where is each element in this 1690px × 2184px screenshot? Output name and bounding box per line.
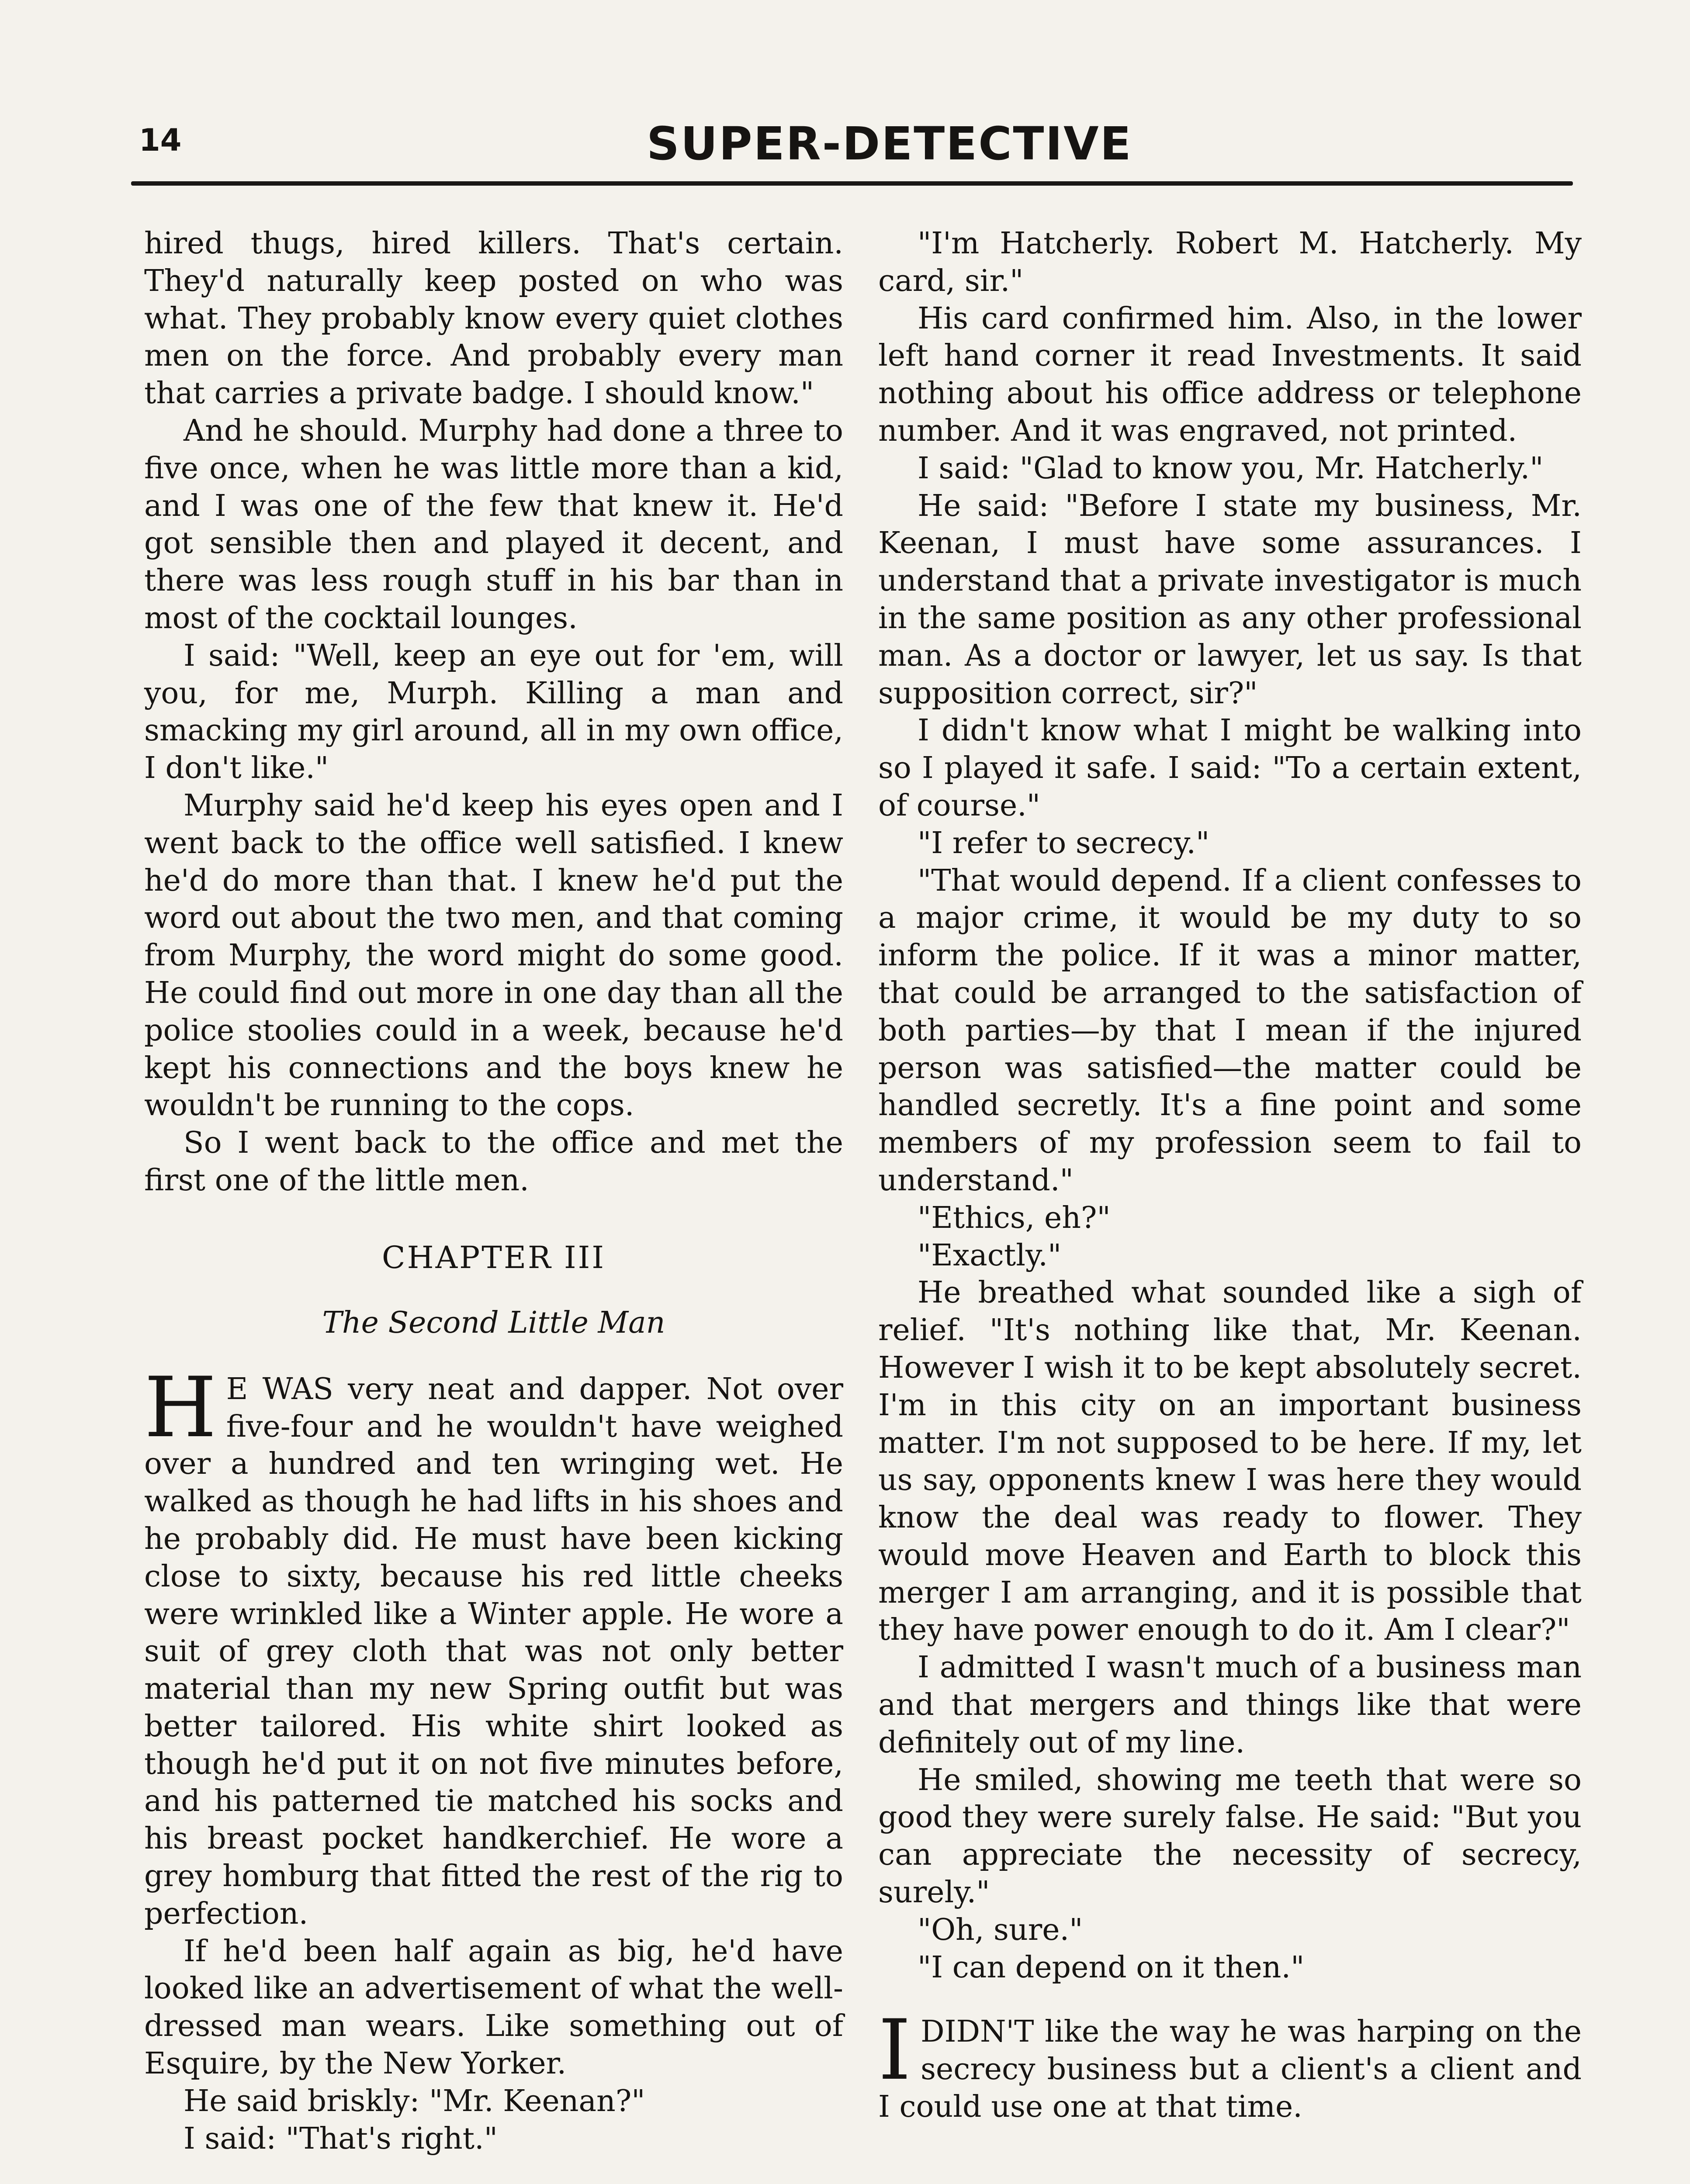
paragraph: He smiled, showing me teeth that were so good they were surely false. He said: "But you can appreciate the necessity of secrecy, surely." <box>878 1762 1582 1910</box>
chapter-subtitle: The Second Little Man <box>322 1305 665 1340</box>
paragraph: I said: "Glad to know you, Mr. Hatcherly." <box>918 451 1544 486</box>
paragraph: And he should. Murphy had done a three to five once, when he was little more than a kid, and I was one of the few that knew it. He'd got sensible then and played it decent, and there was less rough stuff in his bar than in most of the cocktail lounges. <box>144 413 843 636</box>
page-header <box>131 109 1573 183</box>
dropcap-paragraph-text: E WAS very neat and dapper. Not over five-four and he wouldn't have weighed over a hundred and ten wringing wet. He walked as though he had lifts in his shoes and he probably did. He must have been kicking close to sixty, because his red little cheeks were wrinkled like a Winter apple. He wore a suit of grey cloth that was not only better material than my new Spring outfit but was better tailored. His white shirt looked as though he'd put it on not five minutes before, and his patterned tie matched his socks and his breast pocket handkerchief. He wore a grey homburg that fitted the rest of the rig to perfection. <box>144 1372 843 1931</box>
paragraph: "I refer to secrecy." <box>918 826 1210 860</box>
paragraph: "Ethics, eh?" <box>918 1200 1111 1235</box>
paragraph: If he'd been half again as big, he'd have looked like an advertisement of what the well-dressed man wears. Like something out of Esquire, by the New Yorker. <box>144 1934 843 2081</box>
header-rule <box>131 181 1573 186</box>
section-break <box>878 1986 1582 2013</box>
drop-cap: I <box>878 2002 911 2099</box>
paragraph: He said: "Before I state my business, Mr. Keenan, I must have some assurances. I understand that a private investigator is much in the same position as any other professional man. As a doctor or lawyer, let us say. Is that supposition correct, sir?" <box>878 488 1582 711</box>
paragraph: hired thugs, hired killers. That's certain. They'd naturally keep posted on who was what. They probably know every quiet clothes men on the force. And probably every man that carries a private badge. I should know." <box>144 226 843 411</box>
magazine-title: SUPER-DETECTIVE <box>647 117 1132 170</box>
paragraph: "I'm Hatcherly. Robert M. Hatcherly. My card, sir." <box>878 226 1582 298</box>
paragraph: I didn't know what I might be walking into so I played it safe. I said: "To a certain extent, of course." <box>878 713 1582 823</box>
paragraph: "I can depend on it then." <box>918 1950 1305 1985</box>
paragraph: "Exactly." <box>918 1238 1062 1273</box>
dropcap-paragraph-text: DIDN'T like the way he was harping on the secrecy business but a client's a client and I could use one at that time. <box>878 2015 1582 2125</box>
page-number: 14 <box>139 122 182 158</box>
paragraph: I said: "That's right." <box>184 2121 498 2156</box>
paragraph: Murphy said he'd keep his eyes open and I went back to the office well satisfied. I knew he'd do more than that. I knew he'd put the word out about the two men, and that coming from Murphy, the word might do some good. He could find out more in one day than all the police stoolies could in a week, because he'd kept his connections and the boys knew he wouldn't be running to the cops. <box>144 788 843 1123</box>
right-column <box>878 225 1582 2126</box>
dropcap-paragraph <box>144 1359 843 1933</box>
paragraph: I admitted I wasn't much of a business man and that mergers and things like that were definitely out of my line. <box>878 1650 1582 1760</box>
chapter-heading: CHAPTER III <box>382 1239 606 1275</box>
paragraph: He said briskly: "Mr. Keenan?" <box>184 2084 645 2118</box>
paragraph: I said: "Well, keep an eye out for 'em, will you, for me, Murph. Killing a man and smacking my girl around, all in my own office, I don't like." <box>144 638 843 786</box>
dropcap-paragraph <box>878 2002 1582 2125</box>
paragraph: So I went back to the office and met the first one of the little men. <box>144 1126 843 1198</box>
paragraph: "That would depend. If a client confesses to a major crime, it would be my duty to so inform the police. If it was a minor matter, that could be arranged to the satisfaction of both parties—by that I mean if the injured person was satisfied—the matter could be handled secretly. It's a fine point and some members of my profession seem to fail to understand." <box>878 863 1582 1198</box>
paragraph: "Oh, sure." <box>918 1912 1083 1947</box>
paragraph: He breathed what sounded like a sigh of relief. "It's nothing like that, Mr. Keenan. However I wish it to be kept absolutely secret. I'm in this city on an important business matter. I'm not supposed to be here. If my, let us say, opponents knew I was here they would know the deal was ready to flower. They would move Heaven and Earth to block this merger I am arranging, and it is possible that they have power enough to do it. Am I clear?" <box>878 1275 1582 1648</box>
paragraph: His card confirmed him. Also, in the lower left hand corner it read Investments. It said nothing about his office address or telephone number. And it was engraved, not printed. <box>878 301 1582 448</box>
left-column <box>144 225 843 2157</box>
drop-cap: H <box>144 1359 217 1456</box>
